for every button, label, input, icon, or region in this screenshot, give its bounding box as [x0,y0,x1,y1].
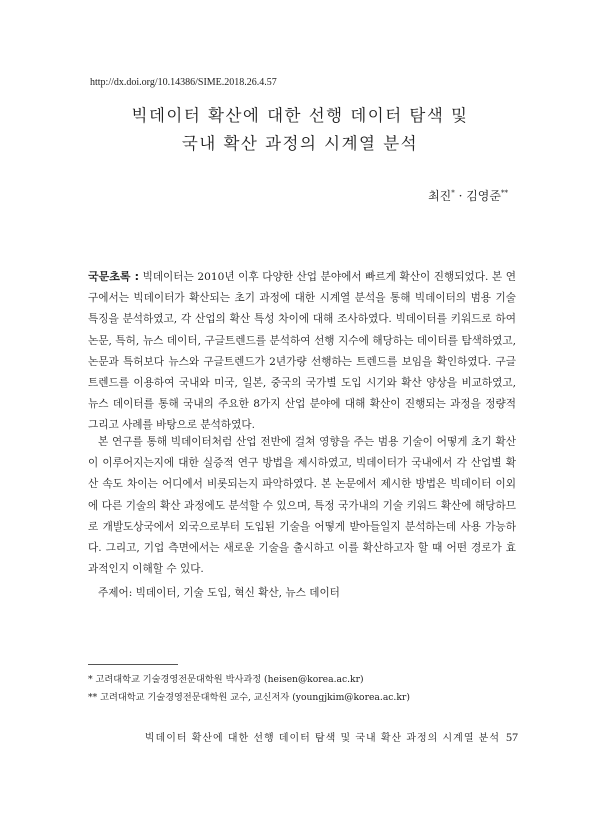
abstract-text-1: 빅데이터는 2010년 이후 다양한 산업 분야에서 빠르게 확산이 진행되었다. 본 연구에서는 빅데이터가 확산되는 초기 과정에 대한 시계열 분석을 통해 빅데이터의 범용 기술 특징을 분석하였고, 각 산업의 확산 특성 차이에 대해 조사하였다. 빅데이터를 키워드로 하여 논문, 특허, 뉴스 데이터, 구글트렌드를 분석하여 선행 지수에 해당하는 데이터를 탐색하였고, 논문과 특허보다 뉴스와 구글트렌드가 2년가량 선행하는 트렌드를 보임을 확인하였다. 구글트렌드를 이용하여 국내와 미국, 일본, 중국의 국가별 도입 시기와 확산 양상을 비교하였고, 뉴스 데이터를 통해 국내의 주요한 8가지 산업 분야에 대해 확산이 진행되는 과정을 정량적 그리고 사례를 바탕으로 분석하였다. [88,271,516,432]
footnote-divider [88,664,178,665]
author-2-mark: ** [501,189,508,197]
author-2: 김영준 [466,189,501,203]
paper-title-line-2: 국내 확산 과정의 시계열 분석 [181,134,419,153]
page-footer [145,729,518,745]
author-separator: · [454,189,467,203]
author-1: 최진 [428,189,452,203]
running-title: 빅데이터 확산에 대한 선행 데이터 탐색 및 국내 확산 과정의 시계열 분석 [144,733,500,744]
author-1-mark: * [451,189,455,197]
abstract-paragraph-1 [88,266,516,437]
keywords: 주제어: 빅데이터, 기술 도입, 혁신 확산, 뉴스 데이터 [98,587,340,599]
author-list [428,187,508,204]
abstract-label: 국문초록 : [88,270,139,283]
abstract-paragraph-2: 본 연구를 통해 빅데이터처럼 산업 전반에 걸쳐 영향을 주는 범용 기술이 어떻게 초기 확산이 이루어지는지에 대한 실증적 연구 방법을 제시하였고, 빅데이터가 국내에서 각 산업별 확산 속도 차이는 어디에서 비롯되는지 파악하였다. 본 논문에서 제시한 방법은 빅데이터 이외에 다른 기술의 확산 과정에도 분석할 수 있으며, 특정 국가내의 기술 키워드 확산에 해당하므로 개발도상국에서 외국으로부터 도입된 기술을 어떻게 받아들일지 분석하는데 사용 가능하다. 그리고, 기업 측면에서는 새로운 기술을 출시하고 이를 확산하고자 할 때 어떤 경로가 효과적인지 이해할 수 있다. [88,436,516,576]
paper-title-line-1: 빅데이터 확산에 대한 선행 데이터 탐색 및 [131,106,469,125]
footnote-2: ** 고려대학교 기술경영전문대학원 교수, 교신저자 (youngjkim@korea.ac.kr) [88,692,410,703]
page-number: 57 [506,730,518,744]
footnote-1: * 고려대학교 기술경영전문대학원 박사과정 (heisen@korea.ac.kr) [88,674,364,685]
doi-link[interactable]: http://dx.doi.org/10.14386/SIME.2018.26.4.57 [90,77,277,88]
